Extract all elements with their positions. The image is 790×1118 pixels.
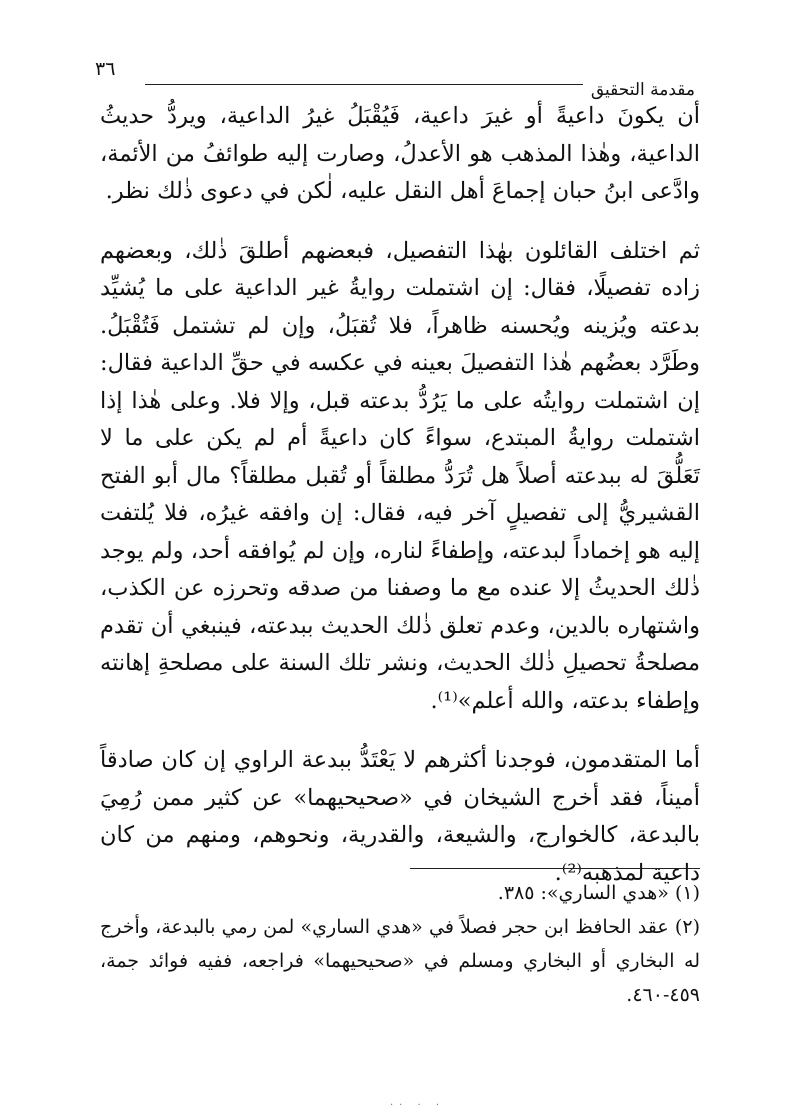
page-number: ٣٦ bbox=[95, 58, 116, 80]
footnote-2: (٢) عقد الحافظ ابن حجر فصلاً في «هدي الساري» لمن رمي بالبدعة، وأخرج له البخاري أو البخاري ومسلم في «صحيحيهما» فراجعه، ففيه فوائد جمة، ٤٥٩-٤٦٠. bbox=[100, 916, 700, 1006]
footnotes bbox=[100, 876, 700, 1012]
main-text bbox=[100, 98, 700, 892]
paragraph-3: أما المتقدمون، فوجدنا أكثرهم لا يَعْتَدُّ ببدعة الراوي إن كان صادقاً أميناً، فقد أخرج الشيخان في «صحيحيهما» عن كثير ممن رُمِيَ بالبدعة، كالخوارج، والشيعة، والقدرية، ونحوهم، ومنهم من كان داعية لمذهبه⁽²⁾. bbox=[100, 747, 700, 886]
footnote-divider bbox=[410, 868, 700, 869]
scan-speckle: ·· · · bbox=[390, 1100, 446, 1111]
paragraph-2: ثم اختلف القائلون بهٰذا التفصيل، فبعضهم أطلقَ ذٰلك، وبعضهم زاده تفصيلًا، فقال: إن اشتملت روايةُ غير الداعية على ما يُشيِّد بدعته ويُزينه ويُحسنه ظاهراً، فلا تُقبَلُ، وإن لم تشتمل فَتُقْبَلُ. وطَرَّد بعضُهم هٰذا التفصيلَ بعينه في عكسه في حقِّ الداعية فقال: إن اشتملت روايتُه على ما يَرُدُّ بدعته قبل، وإلا فلا. وعلى هٰذا إذا اشتملت روايةُ المبتدع، سواءً كان داعيةً أم لم يكن على ما لا تَعَلُّقَ له ببدعته أصلاً هل تُرَدُّ مطلقاً أو تُقبل مطلقاً؟ مال أبو الفتح القشيريُّ إلى تفصيلٍ آخر فيه، فقال: إن وافقه غيرُه، فلا يُلتفت إليه هو إخماداً لبدعته، وإطفاءً لناره، وإن لم يُوافقه أحد، ولم يوجد ذٰلك الحديثُ إلا عنده مع ما وصفنا من صدقه وتحرزه عن الكذب، واشتهاره بالدين، وعدم تعلق ذٰلك الحديث ببدعته، فينبغي أن تقدم مصلحةُ تحصيلِ ذٰلك الحديث، ونشر تلك السنة على مصلحةِ إهانته وإطفاء بدعته، والله أعلم»⁽¹⁾. bbox=[100, 237, 700, 714]
paragraph-1: أن يكونَ داعيةً أو غيرَ داعية، فَيُقْبَلُ غيرُ الداعية، ويردُّ حديثُ الداعية، وهٰذا المذهب هو الأعدلُ، وصارت إليه طوائفُ من الأئمة، وادَّعى ابنُ حبان إجماعَ أهل النقل عليه، لٰكن في دعوى ذٰلك نظر. bbox=[100, 103, 700, 204]
section-title: مقدمة التحقيق bbox=[590, 80, 695, 100]
running-header bbox=[95, 58, 695, 98]
header-rule bbox=[145, 84, 583, 85]
footnote-1: (١) «هدي الساري»: ٣٨٥. bbox=[497, 882, 700, 904]
